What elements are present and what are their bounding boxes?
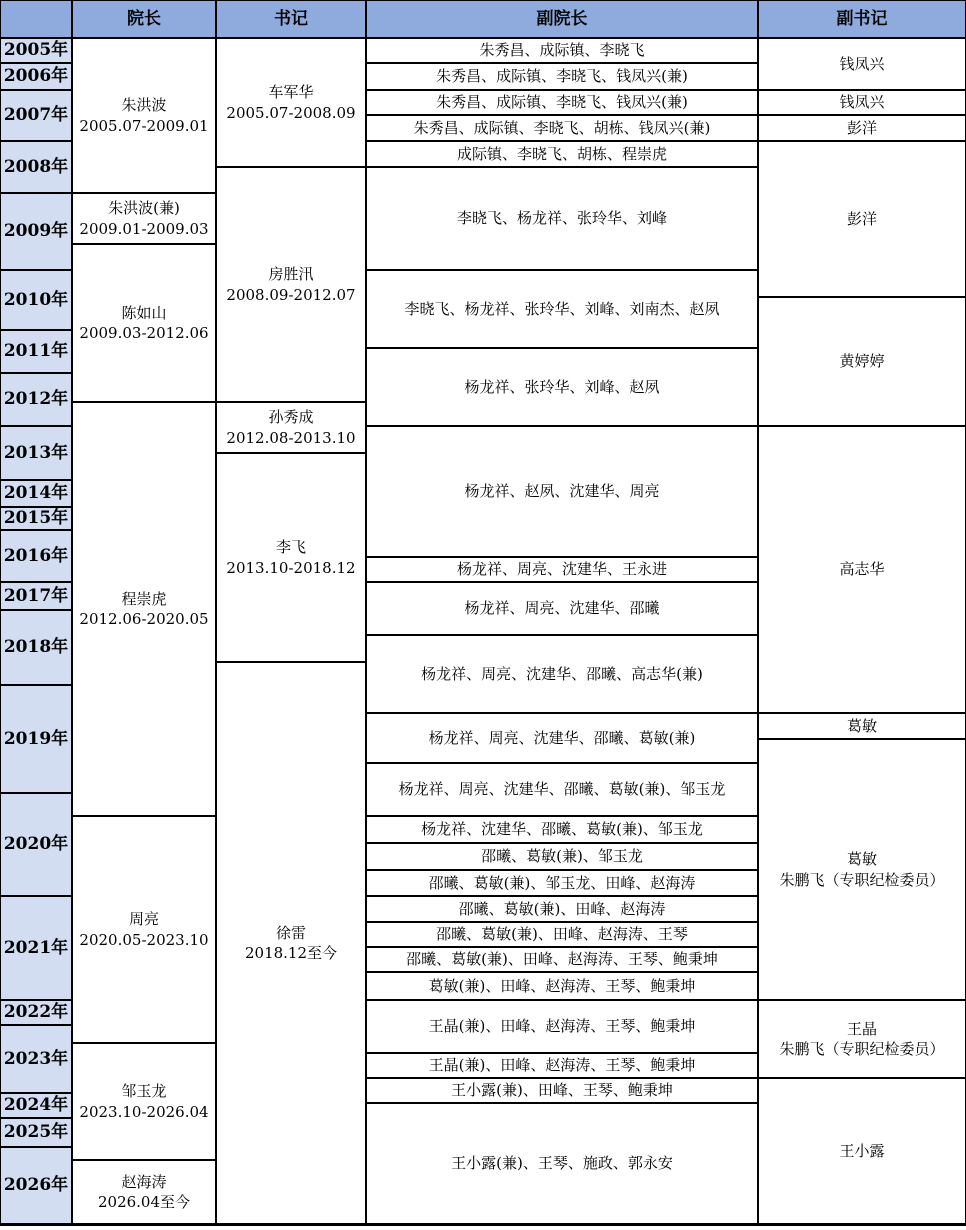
vice-dean-cell bbox=[365, 869, 759, 897]
year-2006: 2006年 bbox=[0, 62, 73, 91]
vice-dean-cell bbox=[365, 37, 759, 64]
year-2021: 2021年 bbox=[0, 895, 73, 1001]
year-2019: 2019年 bbox=[0, 684, 73, 794]
secretary-cell bbox=[215, 661, 367, 1225]
vice-dean-names: 邵曦、葛敏(兼)、田峰、赵海涛 bbox=[458, 899, 666, 918]
year-2026: 2026年 bbox=[0, 1146, 73, 1225]
vice-dean-names: 朱秀昌、成际镇、李晓飞、钱凤兴(兼) bbox=[436, 93, 688, 112]
vice-dean-cell bbox=[365, 581, 759, 636]
dean-cell bbox=[71, 815, 217, 1044]
vice-dean-cell bbox=[365, 634, 759, 714]
vice-dean-names: 邵曦、葛敏(兼)、邹玉龙、田峰、赵海涛 bbox=[428, 873, 696, 892]
vice-dean-names: 王小露(兼)、王琴、施政、郭永安 bbox=[451, 1154, 673, 1173]
year-2015: 2015年 bbox=[0, 506, 73, 531]
vice-dean-cell bbox=[365, 556, 759, 583]
year-2012: 2012年 bbox=[0, 372, 73, 427]
vice-dean-cell bbox=[365, 114, 759, 142]
vice-dean-cell bbox=[365, 140, 759, 168]
year-2005: 2005年 bbox=[0, 37, 73, 64]
vice-dean-cell bbox=[365, 1052, 759, 1079]
secretary-term: 2018.12至今 bbox=[244, 944, 338, 962]
deputy-secretary-cell bbox=[757, 140, 966, 298]
year-2010: 2010年 bbox=[0, 269, 73, 331]
vice-dean-cell bbox=[365, 425, 759, 558]
dean-name: 赵海涛 bbox=[121, 1172, 167, 1191]
deputy-secretary-name: 葛敏 bbox=[846, 850, 877, 869]
vice-dean-names: 邵曦、葛敏(兼)、田峰、赵海涛、王琴 bbox=[436, 925, 688, 944]
deputy-secretary-cell bbox=[757, 712, 966, 740]
deputy-secretary-cell bbox=[757, 738, 966, 1001]
deputy-secretary-note: 朱鹏飞（专职纪检委员） bbox=[779, 1040, 945, 1058]
deputy-secretary-name: 彭洋 bbox=[846, 118, 877, 137]
year-2022: 2022年 bbox=[0, 999, 73, 1026]
deputy-secretary-name: 钱凤兴 bbox=[839, 93, 885, 112]
vice-dean-cell bbox=[365, 946, 759, 973]
vice-dean-cell bbox=[365, 347, 759, 427]
vice-dean-cell bbox=[365, 712, 759, 764]
dean-cell bbox=[71, 243, 217, 403]
deputy-secretary-cell bbox=[757, 114, 966, 142]
header-deputy-secretary: 副书记 bbox=[757, 0, 966, 39]
dean-cell bbox=[71, 192, 217, 245]
deputy-secretary-cell bbox=[757, 999, 966, 1079]
header-year bbox=[0, 0, 73, 39]
dean-term: 2026.04至今 bbox=[97, 1193, 191, 1211]
dean-term: 2009.03-2012.06 bbox=[79, 324, 209, 342]
vice-dean-cell bbox=[365, 895, 759, 923]
vice-dean-names: 杨龙祥、周亮、沈建华、邵曦、葛敏(兼) bbox=[428, 728, 696, 747]
year-2023: 2023年 bbox=[0, 1024, 73, 1094]
vice-dean-names: 成际镇、李晓飞、胡栋、程崇虎 bbox=[456, 144, 667, 163]
dean-term: 2005.07-2009.01 bbox=[79, 116, 209, 135]
deputy-secretary-cell bbox=[757, 296, 966, 427]
header-vice-dean: 副院长 bbox=[365, 0, 759, 39]
year-2024: 2024年 bbox=[0, 1092, 73, 1119]
vice-dean-cell bbox=[365, 62, 759, 91]
dean-name: 邹玉龙 bbox=[121, 1082, 167, 1101]
secretary-term: 2013.10-2018.12 bbox=[226, 558, 356, 577]
secretary-term: 2005.07-2008.09 bbox=[226, 103, 356, 122]
secretary-cell bbox=[215, 166, 367, 403]
deputy-secretary-cell bbox=[757, 37, 966, 91]
secretary-name: 车军华 bbox=[268, 83, 314, 102]
vice-dean-names: 王晶(兼)、田峰、赵海涛、王琴、鲍秉坤 bbox=[428, 1017, 696, 1036]
vice-dean-names: 杨龙祥、张玲华、刘峰、赵夙 bbox=[464, 377, 660, 396]
secretary-name: 孙秀成 bbox=[268, 408, 314, 427]
vice-dean-names: 王晶(兼)、田峰、赵海涛、王琴、鲍秉坤 bbox=[428, 1056, 696, 1075]
secretary-cell bbox=[215, 37, 367, 168]
year-2011: 2011年 bbox=[0, 329, 73, 374]
vice-dean-names: 李晓飞、杨龙祥、张玲华、刘峰、刘南杰、赵夙 bbox=[404, 299, 720, 318]
vice-dean-cell bbox=[365, 269, 759, 349]
vice-dean-cell bbox=[365, 921, 759, 948]
dean-name: 朱洪波(兼) bbox=[108, 199, 180, 218]
dean-term: 2020.05-2023.10 bbox=[79, 930, 209, 949]
secretary-name: 房胜汛 bbox=[268, 265, 314, 284]
dean-name: 陈如山 bbox=[121, 303, 167, 322]
year-2013: 2013年 bbox=[0, 425, 73, 481]
deputy-secretary-cell bbox=[757, 1077, 966, 1225]
vice-dean-cell bbox=[365, 971, 759, 1001]
deputy-secretary-name: 彭洋 bbox=[846, 209, 877, 228]
deputy-secretary-note: 朱鹏飞（专职纪检委员） bbox=[779, 870, 945, 889]
deputy-secretary-cell bbox=[757, 89, 966, 116]
vice-dean-names: 王小露(兼)、田峰、王琴、鲍秉坤 bbox=[451, 1081, 673, 1100]
dean-term: 2012.06-2020.05 bbox=[79, 610, 209, 628]
vice-dean-names: 杨龙祥、沈建华、邵曦、葛敏(兼)、邹玉龙 bbox=[421, 820, 703, 839]
year-2020: 2020年 bbox=[0, 792, 73, 897]
year-2007: 2007年 bbox=[0, 89, 73, 142]
vice-dean-names: 杨龙祥、周亮、沈建华、邵曦、葛敏(兼)、邹玉龙 bbox=[398, 780, 726, 799]
year-2009: 2009年 bbox=[0, 192, 73, 271]
vice-dean-cell bbox=[365, 1077, 759, 1104]
secretary-term: 2008.09-2012.07 bbox=[226, 285, 356, 304]
vice-dean-cell bbox=[365, 999, 759, 1054]
vice-dean-names: 杨龙祥、周亮、沈建华、邵曦 bbox=[464, 599, 660, 618]
secretary-cell bbox=[215, 452, 367, 663]
year-2016: 2016年 bbox=[0, 529, 73, 583]
dean-cell bbox=[71, 1159, 217, 1225]
vice-dean-names: 杨龙祥、周亮、沈建华、王永进 bbox=[456, 560, 667, 579]
vice-dean-names: 朱秀昌、成际镇、李晓飞、钱凤兴(兼) bbox=[436, 67, 688, 86]
header-secretary: 书记 bbox=[215, 0, 367, 39]
dean-name: 朱洪波 bbox=[121, 96, 167, 115]
year-2017: 2017年 bbox=[0, 581, 73, 611]
year-2014: 2014年 bbox=[0, 479, 73, 508]
year-2025: 2025年 bbox=[0, 1117, 73, 1148]
deputy-secretary-name: 高志华 bbox=[839, 560, 885, 579]
vice-dean-names: 杨龙祥、周亮、沈建华、邵曦、高志华(兼) bbox=[421, 664, 703, 683]
vice-dean-names: 朱秀昌、成际镇、李晓飞、胡栋、钱凤兴(兼) bbox=[413, 118, 711, 137]
header-dean: 院长 bbox=[71, 0, 217, 39]
dean-term: 2023.10-2026.04 bbox=[79, 1102, 209, 1121]
vice-dean-cell bbox=[365, 842, 759, 871]
year-2018: 2018年 bbox=[0, 609, 73, 686]
vice-dean-names: 杨龙祥、赵夙、沈建华、周亮 bbox=[464, 482, 660, 501]
dean-cell bbox=[71, 401, 217, 817]
dean-term: 2009.01-2009.03 bbox=[79, 219, 209, 238]
dean-cell bbox=[71, 37, 217, 194]
dean-cell bbox=[71, 1042, 217, 1161]
year-2008: 2008年 bbox=[0, 140, 73, 194]
vice-dean-cell bbox=[365, 166, 759, 271]
deputy-secretary-cell bbox=[757, 425, 966, 714]
deputy-secretary-name: 黄婷婷 bbox=[839, 352, 885, 371]
deputy-secretary-name: 葛敏 bbox=[846, 716, 877, 735]
deputy-secretary-name: 王小露 bbox=[839, 1141, 885, 1160]
secretary-cell bbox=[215, 401, 367, 454]
secretary-name: 李飞 bbox=[275, 538, 306, 557]
deputy-secretary-name: 钱凤兴 bbox=[839, 54, 885, 73]
vice-dean-names: 李晓飞、杨龙祥、张玲华、刘峰 bbox=[456, 209, 667, 228]
secretary-name: 徐雷 bbox=[275, 923, 306, 942]
deputy-secretary-name: 王晶 bbox=[846, 1019, 877, 1038]
vice-dean-cell bbox=[365, 762, 759, 817]
vice-dean-cell bbox=[365, 1102, 759, 1225]
dean-name: 周亮 bbox=[128, 910, 159, 929]
vice-dean-cell bbox=[365, 815, 759, 844]
vice-dean-names: 葛敏(兼)、田峰、赵海涛、王琴、鲍秉坤 bbox=[428, 976, 696, 995]
secretary-term: 2012.08-2013.10 bbox=[226, 428, 356, 447]
vice-dean-names: 邵曦、葛敏(兼)、邹玉龙 bbox=[481, 847, 643, 866]
vice-dean-names: 朱秀昌、成际镇、李晓飞 bbox=[479, 41, 645, 60]
dean-name: 程崇虎 bbox=[121, 589, 167, 608]
vice-dean-cell bbox=[365, 89, 759, 116]
vice-dean-names: 邵曦、葛敏(兼)、田峰、赵海涛、王琴、鲍秉坤 bbox=[406, 950, 718, 969]
